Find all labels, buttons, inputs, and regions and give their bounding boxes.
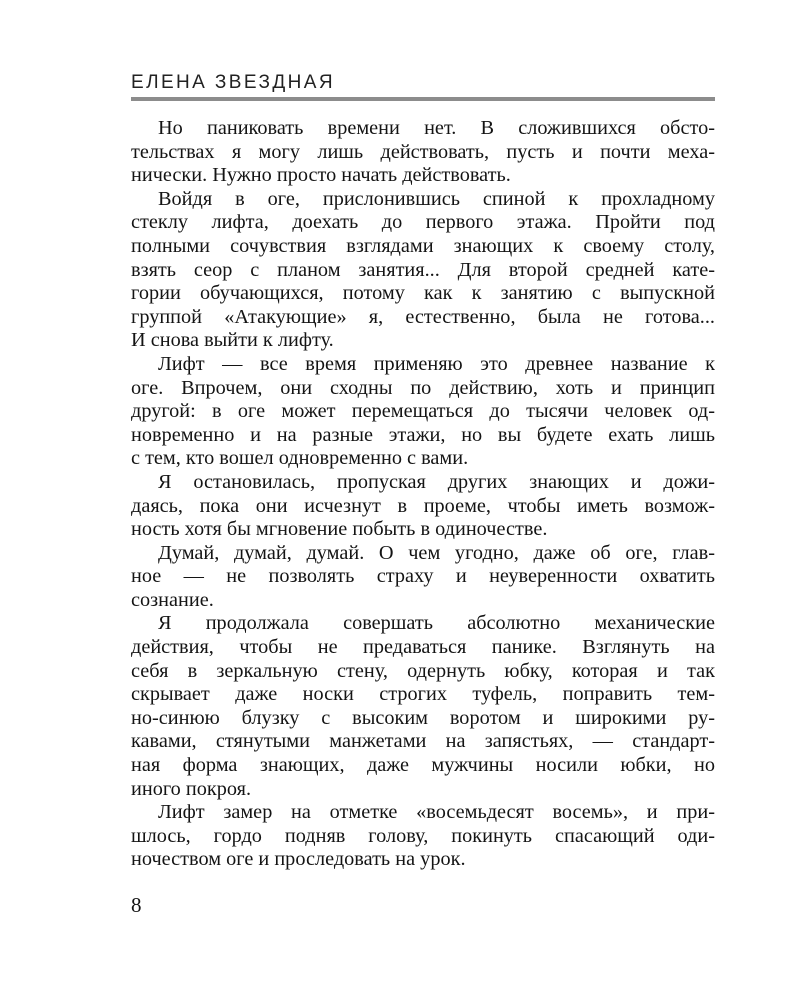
header-rule <box>131 97 715 101</box>
text-line: скрывает даже носки строгих туфель, поправить тем- <box>131 683 715 706</box>
text-line: группой «Атакующие» я, естественно, была не готова... <box>131 305 715 328</box>
text-line: Думай, думай, думай. О чем угодно, даже об оге, глав- <box>158 541 715 564</box>
text-line: Я продолжала совершать абсолютно механические <box>158 612 715 635</box>
text-line: Лифт — все время применяю это древнее название к <box>158 352 715 375</box>
text-line: иного покроя. <box>131 777 252 800</box>
paragraph <box>131 117 715 188</box>
page-number: 8 <box>131 893 142 917</box>
text-line: Я остановилась, пропуская других знающих и дожи- <box>158 470 715 493</box>
paragraph <box>131 801 715 872</box>
text-line: сознание. <box>131 588 214 611</box>
text-line: Лифт замер на отметке «восемьдесят восемь», и при- <box>158 801 715 824</box>
running-head: ЕЛЕНА ЗВЕЗДНАЯ <box>131 72 335 93</box>
text-line: тельствах я могу лишь действовать, пусть и почти меха- <box>131 140 715 163</box>
text-line: Войдя в оге, прислонившись спиной к прохладному <box>158 187 715 210</box>
text-line: действия, чтобы не предаваться панике. Взглянуть на <box>131 636 715 659</box>
text-line: И снова выйти к лифту. <box>131 329 334 352</box>
text-line: но-синюю блузку с высоким воротом и широкими ру- <box>131 706 715 729</box>
text-line: полными сочувствия взглядами знающих к своему столу, <box>131 234 715 257</box>
paragraph <box>131 353 715 471</box>
text-line: ночеством оге и проследовать на урок. <box>131 848 466 871</box>
text-line: шлось, гордо подняв голову, покинуть спасающий оди- <box>131 824 715 847</box>
text-line: ная форма знающих, даже мужчины носили юбки, но <box>131 754 715 777</box>
text-line: с тем, кто вошел одновременно с вами. <box>131 447 469 470</box>
text-line: другой: в оге может перемещаться до тысячи человек од- <box>131 400 715 423</box>
text-line: кавами, стянутыми манжетами на запястьях, — стандарт- <box>131 730 715 753</box>
text-line: себя в зеркальную стену, одернуть юбку, которая и так <box>131 659 715 682</box>
text-line: гории обучающихся, потому как к занятию с выпускной <box>131 282 715 305</box>
paragraph <box>131 612 715 801</box>
text-line: нически. Нужно просто начать действовать. <box>131 164 511 187</box>
body-text <box>131 117 715 872</box>
text-line: новременно и на разные этажи, но вы будете ехать лишь <box>131 423 715 446</box>
text-line: ное — не позволять страху и неуверенности охватить <box>131 565 715 588</box>
text-line: Но паниковать времени нет. В сложившихся обсто- <box>158 117 715 139</box>
text-line: даясь, пока они исчезнут в проеме, чтобы иметь возмож- <box>131 494 715 517</box>
paragraph <box>131 188 715 353</box>
paragraph <box>131 471 715 542</box>
text-line: оге. Впрочем, они сходны по действию, хоть и принцип <box>131 376 715 399</box>
text-line: ность хотя бы мгновение побыть в одиночестве. <box>131 518 548 541</box>
text-line: взять сеор с планом занятия... Для второй средней кате- <box>131 258 715 281</box>
text-line: стеклу лифта, доехать до первого этажа. Пройти под <box>131 211 715 234</box>
paragraph <box>131 542 715 613</box>
